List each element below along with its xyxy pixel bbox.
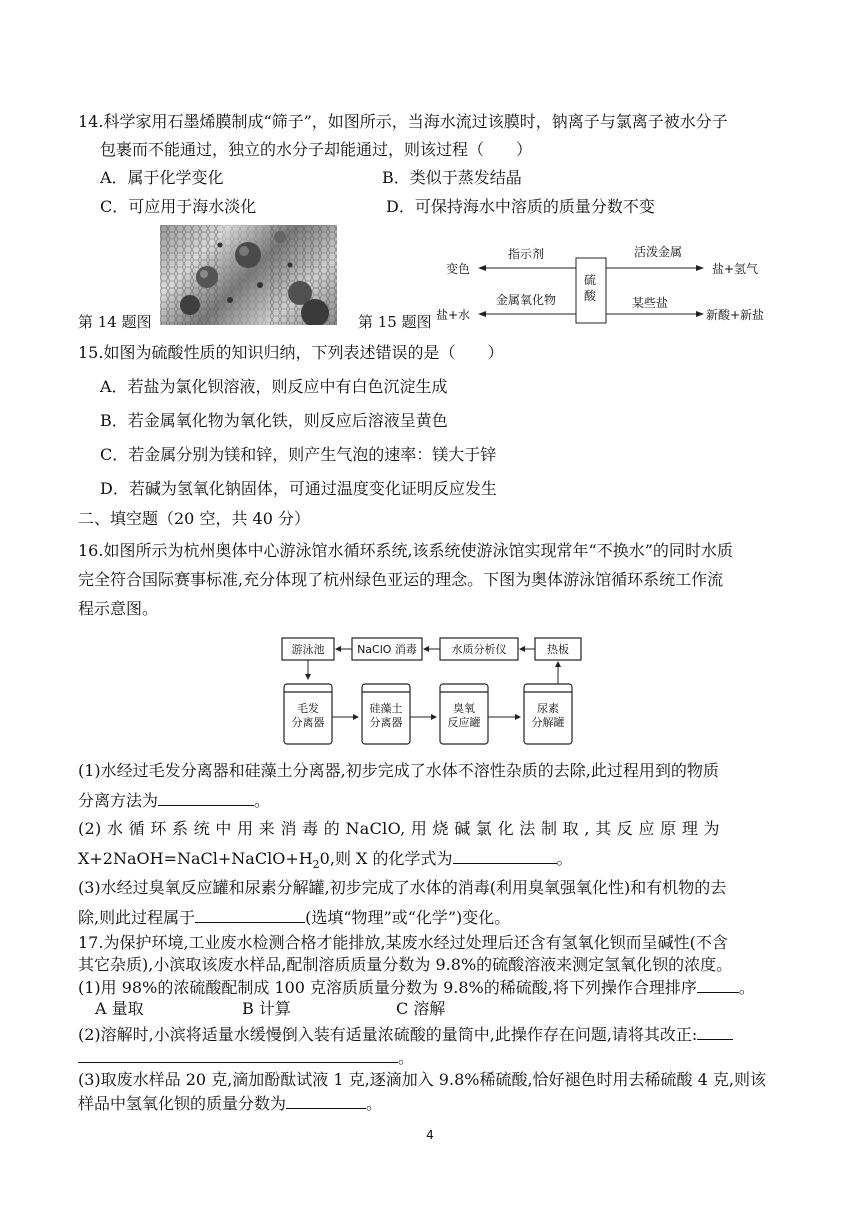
q17-part1: (1)用 98%的浓硫酸配制成 100 克溶质质量分数为 9.8%的稀硫酸,将下列操作合理排序 。 [78, 978, 755, 997]
q15-option-d: D．若碱为氢氧化钠固体，可通过温度变化证明反应发生 [100, 479, 497, 498]
q15-option-b: B．若金属氧化物为氧化铁，则反应后溶液呈黄色 [100, 411, 448, 430]
q15-option-c: C．若金属分别为镁和锌，则产生气泡的速率：镁大于锌 [100, 445, 497, 464]
q16-answer-blank-2[interactable] [453, 847, 557, 864]
q16-stem-line3: 程示意图。 [78, 599, 159, 618]
label-some-salt: 某些盐 [632, 296, 669, 310]
flow-urea-tank: 尿素 分解罐 [531, 702, 565, 729]
section-heading-fill-in: 二、填空题（20 空，共 40 分） [78, 509, 310, 528]
fig14-caption: 第 14 题图 [78, 313, 152, 331]
q17-part2-line2: 。 [78, 1046, 414, 1069]
label-active-metal: 活泼金属 [634, 245, 683, 259]
q16-part3-line2: 除,则此过程属于 (选填“物理”或“化学”)变化。 [78, 908, 511, 927]
q17-answer-blank-1[interactable] [697, 976, 739, 993]
swimming-pool-flow-diagram [280, 632, 585, 752]
flow-diatomite-separator: 硅藻土 分离器 [369, 702, 403, 729]
q17-stem-line2: 其它杂质),小滨取该废水样品,配制溶质质量分数为 9.8%的硫酸溶液来测定氢氧化钡的浓度。 [78, 955, 733, 974]
q15-stem: 15.如图为硫酸性质的知识归纳，下列表述错误的是（ ） [78, 343, 504, 362]
diagram-center-char2: 酸 [584, 289, 597, 303]
sulfuric-acid-diagram [436, 238, 776, 330]
label-metal-oxide: 金属氧化物 [496, 293, 557, 307]
q16-part2-line1: (2) 水 循 环 系 统 中 用 来 消 毒 的 NaClO, 用 烧 碱 氯 化 法 制 取 , 其 反 应 原 理 为 [78, 819, 720, 838]
q17-answer-blank-2a[interactable] [697, 1023, 733, 1040]
q16-part2-line2: $X+2NaOH=NaCl+NaClO+H_20$,则 X 的化学式为 。 [78, 849, 573, 872]
q17-option-c: C 溶解 [396, 999, 446, 1018]
q14-option-a: A．属于化学变化 [100, 168, 224, 187]
flow-pool: 游泳池 [291, 643, 325, 656]
flow-hair-separator: 毛发 分离器 [291, 702, 325, 729]
q16-stem-line1: 16.如图所示为杭州奥体中心游泳馆水循环系统,该系统使游泳馆实现常年“不换水”的同时水质 [78, 541, 733, 560]
q17-option-a: A 量取 [95, 999, 144, 1018]
diagram-center-char1: 硫 [584, 273, 597, 287]
q16-part3-line1: (3)水经过臭氧反应罐和尿素分解罐,初步完成了水体的消毒(利用臭氧强氧化性)和有机物的去 [78, 878, 727, 897]
q17-part2-line1: (2)溶解时,小滨将适量水缓慢倒入装有适量浓硫酸的量筒中,此操作存在问题,请将其改正: [78, 1023, 733, 1046]
q16-stem-line2: 完全符合国际赛事标准,充分体现了杭州绿色亚运的理念。下图为奥体游泳馆循环系统工作流 [78, 570, 724, 589]
q16-part1-line2: 分离方法为 。 [78, 791, 271, 810]
q16-part1-line1: (1)水经过毛发分离器和硅藻土分离器,初步完成了水体不溶性杂质的去除,此过程用到的物质 [78, 761, 719, 780]
flow-naclo-disinfection: NaClO 消毒 [357, 643, 417, 656]
q14-option-b: B．类似于蒸发结晶 [382, 168, 522, 187]
q14-stem-line1: 14.科学家用石墨烯膜制成“筛子”，如图所示，当海水流过该膜时，钠离子与氯离子被水分子 [78, 112, 728, 131]
flow-hot-plate: 热板 [547, 643, 569, 656]
fig15-caption: 第 15 题图 [358, 313, 432, 331]
q16-answer-blank-3[interactable] [195, 906, 305, 923]
label-color-change: 变色 [446, 262, 471, 276]
q17-part3-line2: 样品中氢氧化钡的质量分数为 。 [78, 1094, 383, 1113]
q17-answer-blank-2b[interactable] [78, 1046, 398, 1063]
q15-option-a: A．若盐为氯化钡溶液，则反应中有白色沉淀生成 [100, 377, 448, 396]
q17-option-b: B 计算 [242, 999, 291, 1018]
q17-answer-blank-3[interactable] [286, 1092, 366, 1109]
graphene-membrane-image [160, 225, 337, 325]
label-salt-hydrogen: 盐+氢气 [712, 262, 759, 276]
page-number: 4 [426, 1128, 434, 1142]
q17-part3-line1: (3)取废水样品 20 克,滴加酚酞试液 1 克,逐滴加入 9.8%稀硫酸,恰好褪色时用去稀硫酸 4 克,则该 [78, 1070, 766, 1089]
q14-option-c: C．可应用于海水淡化 [100, 197, 257, 216]
label-indicator: 指示剂 [508, 247, 545, 261]
label-new-acid-salt: 新酸+新盐 [706, 308, 765, 322]
q14-option-d: D．可保持海水中溶质的质量分数不变 [386, 197, 655, 216]
label-salt-water: 盐+水 [436, 308, 471, 322]
flow-water-analyzer: 水质分析仪 [451, 643, 507, 656]
flow-ozone-tank: 臭氧 反应罐 [447, 702, 481, 729]
q17-stem-line1: 17.为保护环境,工业废水检测合格才能排放,某废水经过处理后还含有氢氧化钡而呈碱性(不含 [78, 933, 728, 952]
q16-answer-blank-1[interactable] [158, 789, 254, 806]
q14-stem-line2: 包裹而不能通过，独立的水分子却能通过，则该过程（ ） [100, 140, 533, 159]
